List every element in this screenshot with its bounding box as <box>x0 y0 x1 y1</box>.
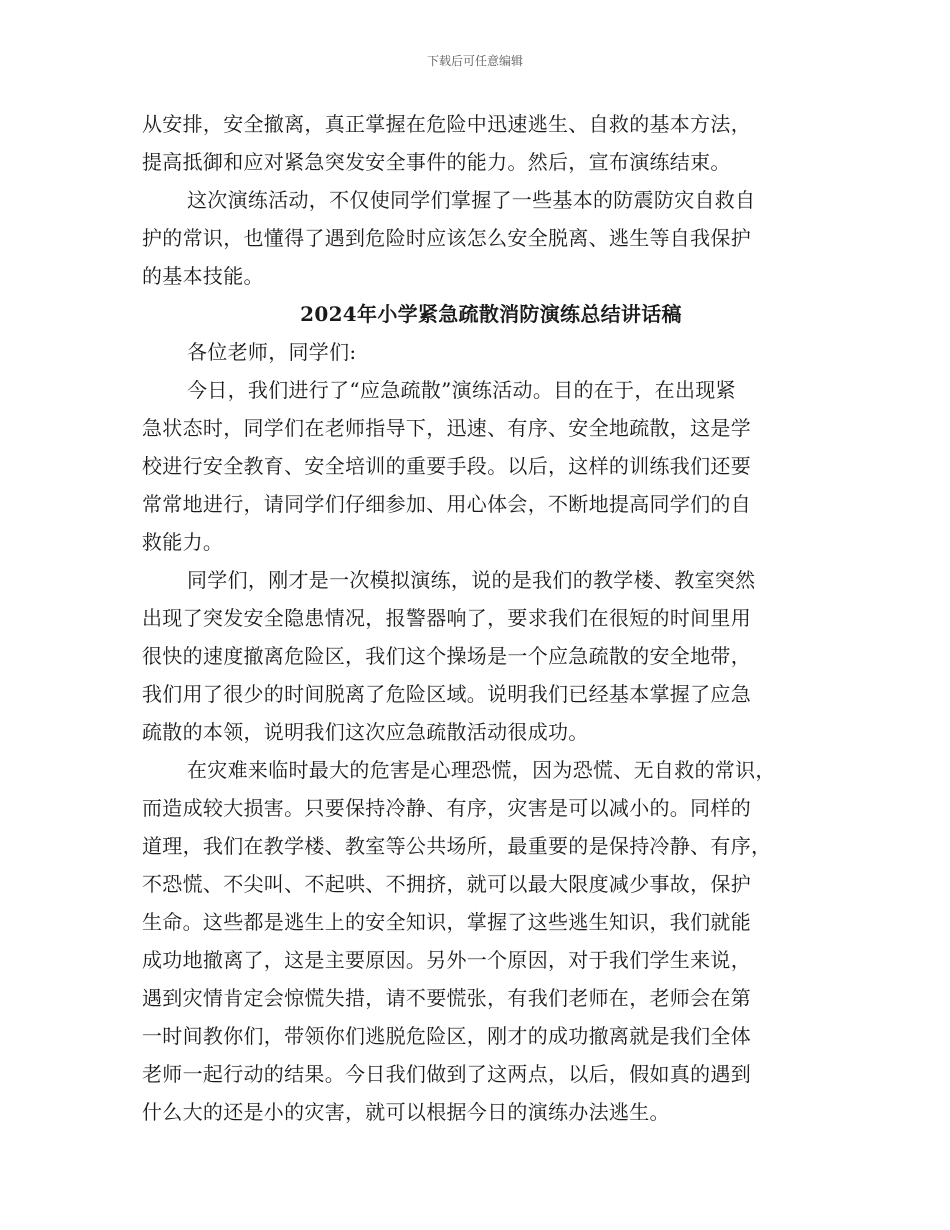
paragraph-start: 在灾难来临时最大的危害是心理恐慌，因为恐慌、无自救的常识， <box>187 758 776 782</box>
text-line: 道理，我们在教学楼、教室等公共场所，最重要的是保持冷静、有序， <box>142 834 772 858</box>
text-line: 成功地撤离了，这是主要原因。另外一个原因，对于我们学生来说， <box>142 948 751 972</box>
text-line: 很快的速度撤离危险区，我们这个操场是一个应急疏散的安全地带， <box>142 644 751 668</box>
text-line: 老师一起行动的结果。今日我们做到了这两点，以后，假如真的遇到 <box>142 1062 751 1086</box>
text-line: 疏散的本领，说明我们这次应急疏散活动很成功。 <box>142 720 589 744</box>
text-line: 护的常识，也懂得了遇到危险时应该怎么安全脱离、逃生等自我保护 <box>142 226 751 250</box>
text-line: 救能力。 <box>142 530 224 554</box>
text-line: 提高抵御和应对紧急突发安全事件的能力。然后，宣布演练结束。 <box>142 150 731 174</box>
text-line: 校进行安全教育、安全培训的重要手段。以后，这样的训练我们还要 <box>142 454 751 478</box>
salutation: 各位老师，同学们: <box>187 340 357 364</box>
text-line: 而造成较大损害。只要保持冷静、有序，灾害是可以减小的。同样的 <box>142 796 751 820</box>
paragraph-start: 同学们，刚才是一次模拟演练，说的是我们的教学楼、教室突然 <box>187 568 756 592</box>
text-line: 常常地进行，请同学们仔细参加、用心体会，不断地提高同学们的自 <box>142 492 751 516</box>
text-line: 生命。这些都是逃生上的安全知识，掌握了这些逃生知识，我们就能 <box>142 910 751 934</box>
paragraph-start: 这次演练活动，不仅使同学们掌握了一些基本的防震防灾自救自 <box>187 188 756 212</box>
section-title: 2024年小学紧急疏散消防演练总结讲话稿 <box>300 302 682 326</box>
text-line: 我们用了很少的时间脱离了危险区域。说明我们已经基本掌握了应急 <box>142 682 751 706</box>
page-header: 下载后可任意编辑 <box>426 54 523 68</box>
text-line: 急状态时，同学们在老师指导下，迅速、有序、安全地疏散，这是学 <box>142 416 751 440</box>
document-body <box>142 105 812 1131</box>
text-line: 遇到灾情肯定会惊慌失措，请不要慌张，有我们老师在，老师会在第 <box>142 986 751 1010</box>
text-line: 从安排，安全撤离，真正掌握在危险中迅速逃生、自救的基本方法， <box>142 112 751 136</box>
paragraph-start: 今日，我们进行了“应急疏散”演练活动。目的在于，在出现紧 <box>187 378 736 402</box>
text-line: 不恐慌、不尖叫、不起哄、不拥挤，就可以最大限度减少事故，保护 <box>142 872 751 896</box>
text-line: 出现了突发安全隐患情况，报警器响了，要求我们在很短的时间里用 <box>142 606 751 630</box>
text-line: 什么大的还是小的灾害，就可以根据今日的演练办法逃生。 <box>142 1100 670 1124</box>
text-line: 的基本技能。 <box>142 264 264 288</box>
text-line: 一时间教你们，带领你们逃脱危险区，刚才的成功撤离就是我们全体 <box>142 1024 751 1048</box>
